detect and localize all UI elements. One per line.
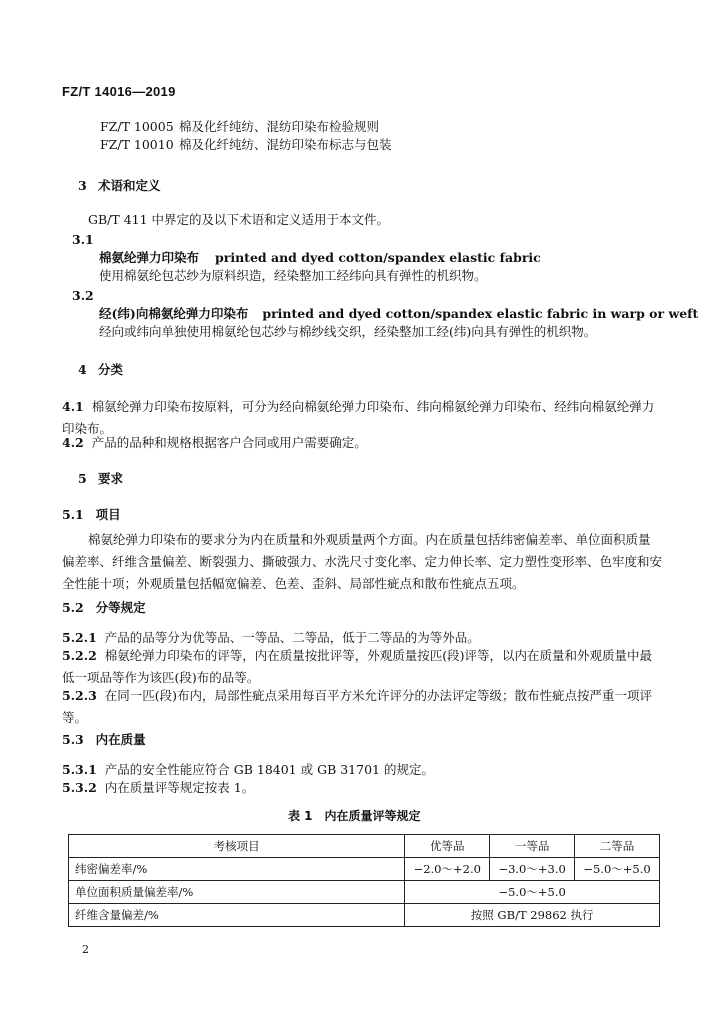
quality-grade-table [68,834,660,927]
table-caption: 表 1 内在质量评等规定 [288,809,421,823]
header-cell: 一等品 [490,835,575,858]
term-definition: 使用棉氨纶包芯纱为原料织造，经染整加工经纬向具有弹性的机织物。 [99,268,487,283]
clause-5-3-1: 5.3.1 产品的安全性能应符合 GB 18401 或 GB 31701 的规定。 [62,762,434,777]
table-cell: −5.0～+5.0 [575,858,660,881]
table-row [69,858,660,881]
section-heading-3: 3 术语和定义 [78,178,161,193]
clause-5-3-2: 5.3.2 内在质量评等规定按表 1。 [62,780,255,795]
clause-4-1: 4.1 棉氨纶弹力印染布按原料，可分为经向棉氨纶弹力印染布、纬向棉氨纶弹力印染布、经纬向棉氨纶弹力印染布。 [62,399,655,436]
clause-5-1-text: 棉氨纶弹力印染布的要求分为内在质量和外观质量两个方面。内在质量包括纬密偏差率、单位面积质量偏差率、纤维含量偏差、断裂强力、撕破强力、水洗尺寸变化率、定力伸长率、定力塑性变形率、色牢度和安全性能十项；外观质量包括幅宽偏差、色差、歪斜、局部性疵点和散布性疵点五项。 [62,532,663,591]
header-cell: 优等品 [405,835,490,858]
standard-code-header: FZ/T 14016—2019 [62,84,176,99]
subsection-heading-5-3: 5.3 内在质量 [62,732,146,747]
clause-5-2-2: 5.2.2 棉氨纶弹力印染布的评等，内在质量按批评等，外观质量按匹(段)评等，以内在质量和外观质量中最低一项品等作为该匹(段)布的品等。 [62,648,653,685]
page-number: 2 [82,943,89,956]
normative-reference: FZ/T 10010 棉及化纤纯纺、混纺印染布标志与包装 [100,137,392,152]
clause-5-2-3: 5.2.3 在同一匹(段)布内，局部性疵点采用每百平方米允许评分的办法评定等级；散布性疵点按严重一项评等。 [62,688,653,725]
table-cell: −5.0～+5.0 [405,881,660,904]
table-cell: −3.0～+3.0 [490,858,575,881]
subsection-heading-5-2: 5.2 分等规定 [62,600,146,615]
header-cell: 考核项目 [69,835,405,858]
section-3-intro: GB/T 411 中界定的及以下术语和定义适用于本文件。 [88,212,390,227]
term-title: 经(纬)向棉氨纶弹力印染布 printed and dyed cotton/spandex elastic fabric in warp or weft [99,306,699,321]
table-cell: 纤维含量偏差/% [69,904,405,927]
header-cell: 二等品 [575,835,660,858]
clause-4-2: 4.2 产品的品种和规格根据客户合同或用户需要确定。 [62,435,367,450]
table-cell: 纬密偏差率/% [69,858,405,881]
table-cell: 单位面积质量偏差率/% [69,881,405,904]
term-definition: 经向或纬向单独使用棉氨纶包芯纱与棉纱线交织，经染整加工经(纬)向具有弹性的机织物。 [99,324,597,339]
table-cell: 按照 GB/T 29862 执行 [405,904,660,927]
table-cell: −2.0～+2.0 [405,858,490,881]
term-number: 3.1 [72,232,94,247]
term-number: 3.2 [72,288,94,303]
table-row [69,881,660,904]
subsection-heading-5-1: 5.1 项目 [62,507,121,522]
table-row [69,904,660,927]
section-heading-5: 5 要求 [78,471,124,486]
table-header-row [69,835,660,858]
normative-reference: FZ/T 10005 棉及化纤纯纺、混纺印染布检验规则 [100,119,380,134]
term-title: 棉氨纶弹力印染布 printed and dyed cotton/spandex elastic fabric [99,250,541,265]
clause-5-2-1: 5.2.1 产品的品等分为优等品、一等品、二等品，低于二等品的为等外品。 [62,630,480,645]
section-heading-4: 4 分类 [78,362,124,377]
